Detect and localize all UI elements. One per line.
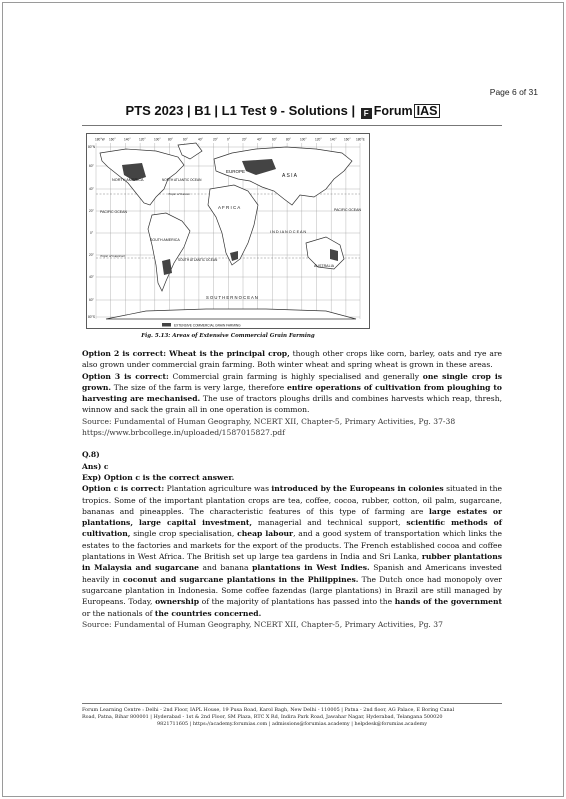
source-line: Source: Fundamental of Human Geography, NCERT XII, Chapter-5, Primary Activities, Pg. 37-38 <box>82 416 456 426</box>
lon-label: 120° <box>315 137 322 142</box>
lon-label: 60° <box>183 137 188 142</box>
lon-label: 180°E <box>356 137 365 142</box>
footer-contact-line[interactable]: 9821711605 | https://academy.forumias.com | admissions@forumias.academy | helpdesk@forumias.academy <box>157 721 427 727</box>
lon-label: 180°W <box>95 137 105 142</box>
body-text: Commercial grain farming is highly specialised and generally <box>168 371 423 381</box>
body-text: The size of the farm is very large, therefore <box>111 382 287 392</box>
solution-content <box>82 348 502 630</box>
body-text: The use of tractors ploughs drills and combines harvests which reap, thresh, winnow and sack the grain all in one operation is common. <box>82 394 502 415</box>
grain-area-australia <box>330 249 338 261</box>
logo-mark-icon: F <box>361 108 372 119</box>
label-africa: A F R I C A <box>218 205 241 210</box>
explanation-label: Exp) Option c is the correct answer. <box>82 472 235 482</box>
lat-label: 80°N <box>88 145 96 149</box>
lon-label: 100° <box>154 137 161 142</box>
lat-label: 80°S <box>88 315 95 319</box>
lat-label: 60° <box>89 164 94 168</box>
footer <box>82 707 502 728</box>
label-pacific-left: PACIFIC OCEAN <box>100 210 127 214</box>
forumias-logo <box>361 104 441 119</box>
lat-label: 20° <box>89 209 94 213</box>
lon-label: 80° <box>286 137 291 142</box>
lat-label: 20° <box>89 253 94 257</box>
bold-text: one single crop is grown. <box>82 371 502 392</box>
document-header <box>0 103 566 119</box>
answer-label: Ans) c <box>82 461 109 471</box>
header-rule <box>82 125 502 126</box>
lon-label: 40° <box>257 137 262 142</box>
lon-label: 0° <box>227 137 231 142</box>
page-number: Page 6 of 31 <box>489 87 538 97</box>
bold-text: Option 3 is correct: <box>82 371 169 381</box>
lon-label: 20° <box>242 137 247 142</box>
lon-label: 60° <box>272 137 277 142</box>
bold-text: entire operations of cultivation from ploughing to harvesting are mechanised. <box>82 382 502 404</box>
legend-label: EXTENSIVE COMMERCIAL GRAIN FARMING <box>174 323 241 328</box>
label-australia: AUSTRALIA <box>314 264 334 268</box>
bold-text: Option 2 is correct: Wheat is the principal crop, <box>82 349 290 358</box>
paragraph-option-c: Option c is correct: Plantation agriculture was introduced by the Europeans in colonies situated in the tropics. Some of the important plantation crops are tea, coffee, cocoa, rubber, cotton, oil palm, sugarcane, bananas and pineapples. The characteristic features of this type of farming are large estates or plantations, large capital investment, managerial and technical support, scientific methods of cultivation, single crop specialisation, cheap labour, and a good system of transportation which links the estates to the factories and markets for the export of the products. The French established cocoa and coffee plantations in West Africa. The British set up large tea gardens in India and Sri Lanka, rubber plantations in Malaysia and sugarcane and banana plantations in West Indies. Spanish and Americans invested heavily in coconut and sugarcane plantations in the Philippines. The Dutch once had monopoly over sugarcane plantation in Indonesia. Some coffee fazendas (large plantations) in Brazil are still managed by Europeans. Today, ownership of the majority of plantations has passed into the hands of the government or the nationals of the countries concerned. <box>82 484 503 618</box>
lat-label: 40° <box>89 187 94 191</box>
lon-label: 160° <box>109 137 116 142</box>
label-asia: A S I A <box>282 173 298 179</box>
lat-label: 0° <box>90 231 94 235</box>
label-tropic-capricorn: Tropic of Capricorn <box>100 254 126 258</box>
lat-label: 60° <box>89 298 94 302</box>
source-line: Source: Fundamental of Human Geography, NCERT XII, Chapter-5, Primary Activities, Pg. 37 <box>82 619 443 629</box>
paragraph-option-3 <box>82 371 502 416</box>
label-europe: EUROPE <box>226 169 246 174</box>
lon-label: 120° <box>139 137 146 142</box>
body-text: though other crops like corn, barley, oats and rye are also grown under commercial grain farming. Both winter wheat and spring wheat is grown in these areas. <box>82 349 502 370</box>
lon-label: 160° <box>344 137 351 142</box>
logo-ias-text: IAS <box>414 104 441 118</box>
lon-label: 140° <box>330 137 337 142</box>
source-url: https://www.brbcollege.in/uploaded/1587015827.pdf <box>82 428 285 438</box>
question-label: Q.8) <box>82 450 100 460</box>
label-tropic-cancer: Tropic of Cancer <box>168 192 190 196</box>
legend-swatch <box>162 323 171 327</box>
logo-forum-text: Forum <box>373 104 413 119</box>
label-north-atlantic: NORTH ATLANTIC OCEAN <box>162 178 202 182</box>
world-map-figure <box>86 133 370 329</box>
lat-label: 40° <box>89 275 94 279</box>
lon-label: 20° <box>213 137 218 142</box>
figure-caption: Fig. 5.13: Areas of Extensive Commercial Grain Farming <box>141 333 315 339</box>
paragraph-option-2 <box>82 348 502 371</box>
footer-address-line: Forum Learning Centre : Delhi - 2nd Floor, IAPL House, 19 Pusa Road, Karol Bagh, New Delhi - 110005 | Patna - 2nd floor, AG Palace, E Boring Canal <box>82 707 455 713</box>
label-southern-ocean: S O U T H E R N O C E A N <box>206 295 258 300</box>
label-indian-ocean: I N D I A N O C E A N <box>270 230 307 234</box>
label-north-america: NORTH AMERICA <box>112 178 144 182</box>
footer-rule <box>82 703 502 704</box>
label-south-atlantic: SOUTH ATLANTIC OCEAN <box>178 258 218 262</box>
lon-label: 140° <box>124 137 131 142</box>
lon-label: 100° <box>300 137 307 142</box>
lon-label: 80° <box>168 137 173 142</box>
label-south-america: SOUTH AMERICA <box>150 238 180 242</box>
footer-address-line: Road, Patna, Bihar 800001 | Hyderabad - 1st & 2nd Floor, SM Plaza, RTC X Rd, Indira Park Road, Jawahar Nagar, Hyderabad, Telangana 500020 <box>82 714 443 720</box>
lon-label: 40° <box>198 137 203 142</box>
label-pacific-right: PACIFIC OCEAN <box>334 208 361 212</box>
header-title: PTS 2023 | B1 | L1 Test 9 - Solutions | <box>125 103 356 118</box>
